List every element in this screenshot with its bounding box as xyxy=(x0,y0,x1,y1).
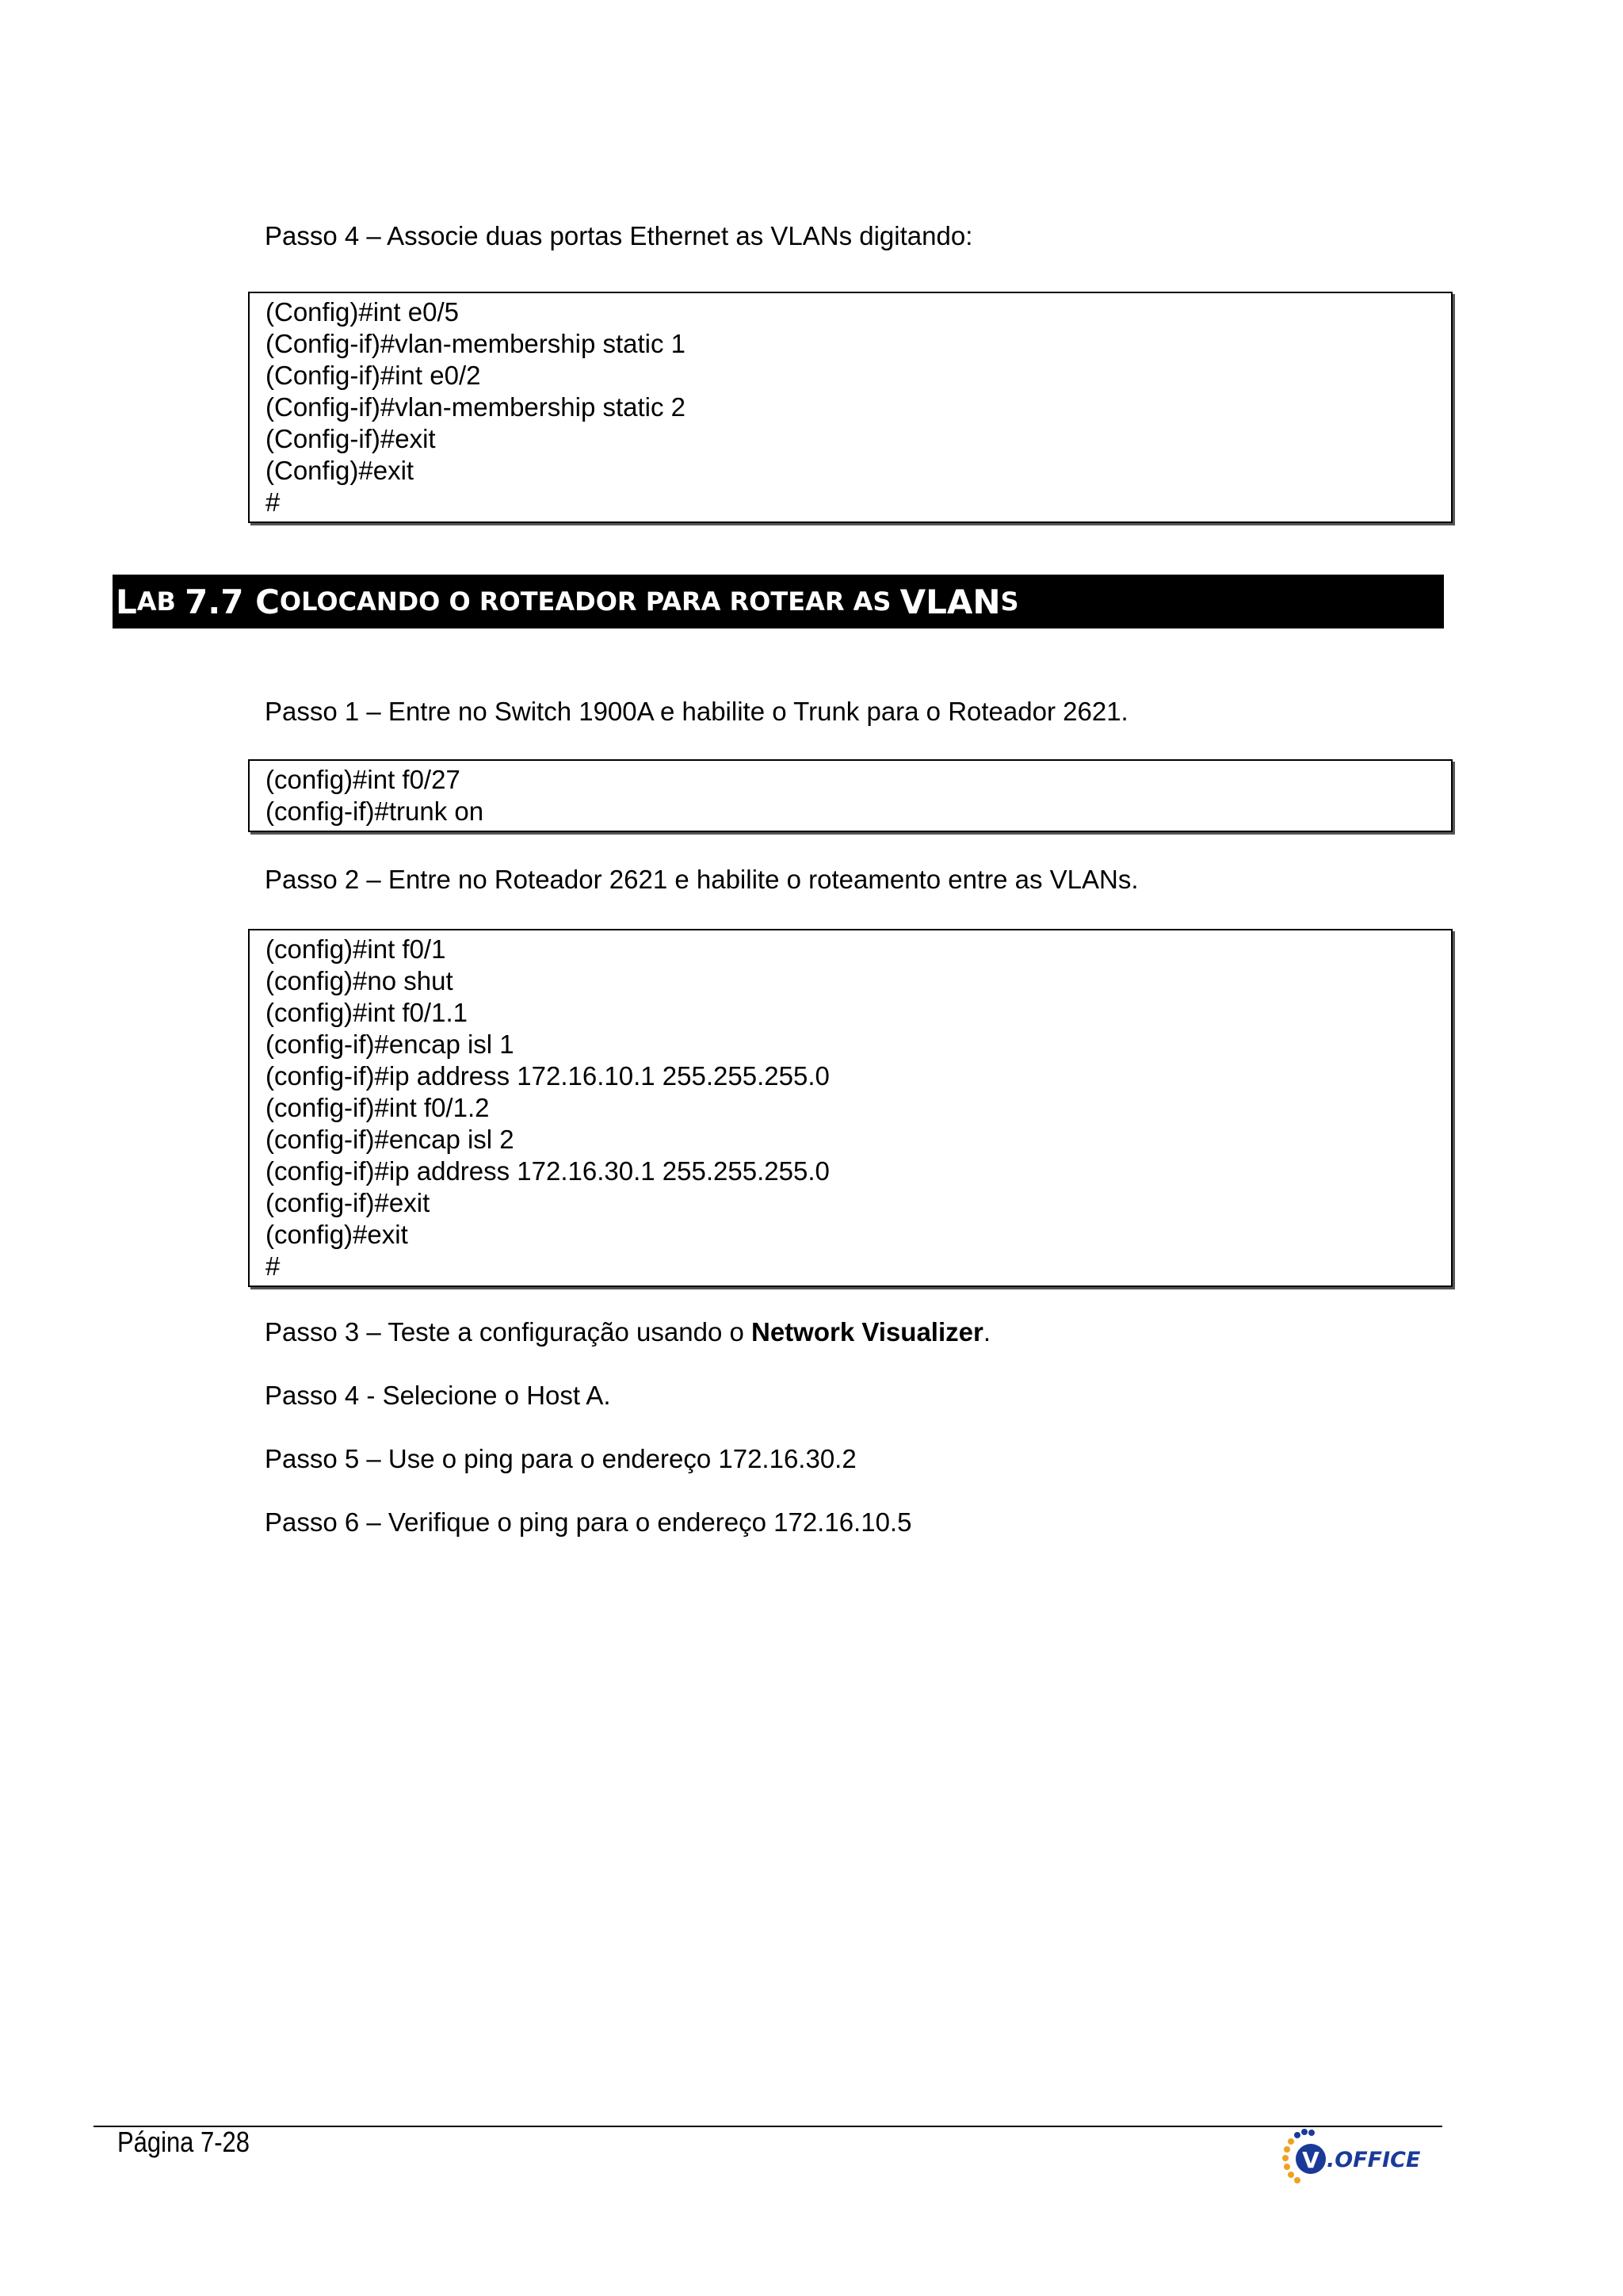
code-line: (Config)#exit xyxy=(265,456,414,485)
code-line: (config)#exit xyxy=(265,1220,408,1249)
voffice-logo xyxy=(1276,2124,1446,2195)
code-line: (Config-if)#int e0/2 xyxy=(265,361,481,390)
logo-icon xyxy=(1276,2124,1446,2195)
lab-heading-part: OLOCANDO O ROTEADOR PARA ROTEAR AS xyxy=(279,586,900,617)
code-line: (config)#int f0/27 xyxy=(265,765,460,794)
footer-divider xyxy=(94,2126,1442,2127)
lab-heading-part: 7.7 C xyxy=(185,582,280,621)
step4-intro: Passo 4 – Associe duas portas Ethernet as VLANs digitando: xyxy=(265,221,973,250)
lab-heading xyxy=(113,575,1444,628)
code-line: (config)#int f0/1.1 xyxy=(265,998,468,1027)
logo-wordmark: .OFFICE xyxy=(1327,2148,1421,2172)
code-line: (config-if)#trunk on xyxy=(265,797,484,826)
step3-prefix: Passo 3 – Teste a configuração usando o xyxy=(265,1317,751,1347)
code-line: (config-if)#encap isl 2 xyxy=(265,1125,514,1154)
code-line: (Config-if)#vlan-membership static 1 xyxy=(265,329,686,358)
code-block-routing xyxy=(248,929,1453,1287)
step4b: Passo 4 - Selecione o Host A. xyxy=(265,1381,611,1410)
step2: Passo 2 – Entre no Roteador 2621 e habilite o roteamento entre as VLANs. xyxy=(265,865,1139,894)
code-line: (Config)#int e0/5 xyxy=(265,297,459,327)
step3 xyxy=(265,1316,991,1348)
page-number: Página 7-28 xyxy=(117,2126,250,2158)
lab-heading-part: AB xyxy=(136,586,185,617)
step6: Passo 6 – Verifique o ping para o endereço 172.16.10.5 xyxy=(265,1507,912,1537)
code-line: (config-if)#ip address 172.16.10.1 255.255.255.0 xyxy=(265,1061,830,1091)
code-line: (Config-if)#vlan-membership static 2 xyxy=(265,392,686,422)
code-line: (config-if)#int f0/1.2 xyxy=(265,1093,490,1122)
lab-heading-part: S xyxy=(1000,586,1019,617)
code-block-trunk xyxy=(248,759,1453,832)
step3-suffix: . xyxy=(983,1317,991,1347)
network-visualizer-label: Network Visualizer xyxy=(750,1317,983,1347)
code-line: (config-if)#exit xyxy=(265,1188,430,1217)
code-line: (config)#int f0/1 xyxy=(265,934,446,964)
code-line: (config-if)#ip address 172.16.30.1 255.255.255.0 xyxy=(265,1156,830,1186)
step5: Passo 5 – Use o ping para o endereço 172.16.30.2 xyxy=(265,1444,857,1473)
code-block-vlan-membership xyxy=(248,292,1453,523)
code-line: # xyxy=(265,1251,281,1281)
code-line: (Config-if)#exit xyxy=(265,424,436,453)
step1: Passo 1 – Entre no Switch 1900A e habilite o Trunk para o Roteador 2621. xyxy=(265,697,1128,726)
lab-heading-part: VLAN xyxy=(899,582,1001,621)
code-line: # xyxy=(265,487,281,517)
code-line: (config)#no shut xyxy=(265,966,453,995)
lab-heading-part: L xyxy=(116,582,137,621)
code-line: (config-if)#encap isl 1 xyxy=(265,1030,514,1059)
logo-letter: V xyxy=(1302,2147,1319,2173)
